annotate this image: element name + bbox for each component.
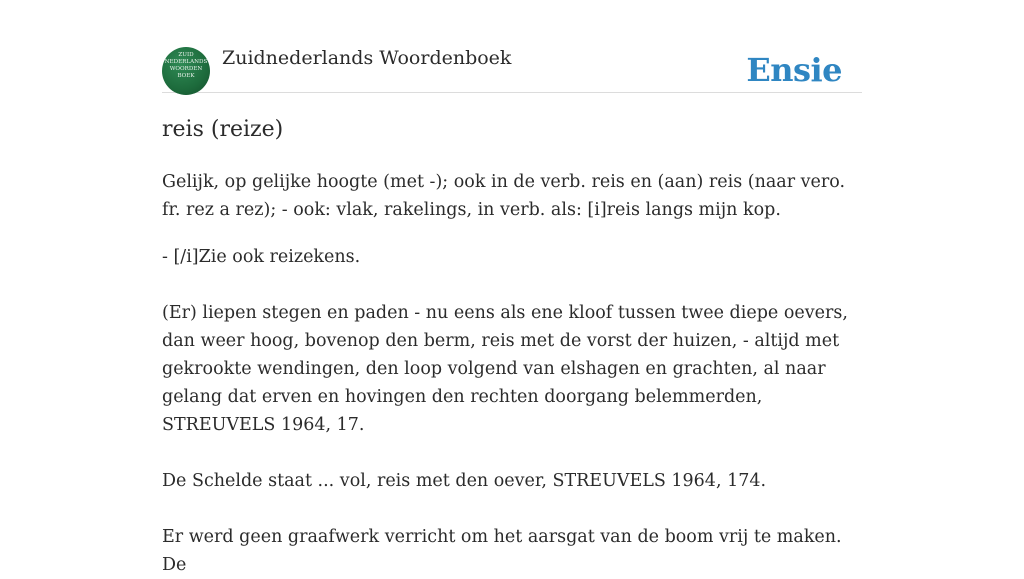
entry-see-also: - [/i]Zie ook reizekens.: [162, 247, 361, 267]
entry-title: reis (reize): [162, 117, 284, 142]
site-logo[interactable]: [162, 47, 210, 95]
entry-quote: Er werd geen graafwerk verricht om het aarsgat van de boom vrij te maken. De: [162, 527, 842, 575]
logo-text-line-1: ZUID: [178, 52, 194, 58]
ensie-brand-link[interactable]: Ensie: [746, 51, 842, 89]
entry-quote: (Er) liepen stegen en paden - nu eens als ene kloof tussen twee diepe oevers, dan weer hoog, bovenop den berm, reis met de vorst der huizen, - altijd met gekrookte wendingen, den loop volgend van elshagen en grachten, al naar gelang dat erven en hovingen den rechten doorgang belemmerden, STREUVELS 1964, 17.: [162, 303, 848, 435]
logo-text-line-3: WOORDEN: [169, 66, 203, 72]
entry-card: [162, 0, 862, 575]
site-header: [162, 0, 862, 93]
entry-body: [162, 168, 862, 579]
logo-text-line-4: BOEK: [177, 73, 195, 79]
entry-definition: Gelijk, op gelijke hoogte (met -); ook in de verb. reis en (aan) reis (naar vero. fr. rez a rez); - ook: vlak, rakelings, in verb. als: [i]reis langs mijn kop.: [162, 172, 846, 220]
dictionary-logo-icon: [162, 47, 210, 95]
site-name-link[interactable]: Zuidnederlands Woordenboek: [222, 47, 512, 69]
logo-text-line-2: NEDERLANDS: [164, 59, 208, 65]
entry-quote: De Schelde staat ... vol, reis met den oever, STREUVELS 1964, 174.: [162, 471, 767, 491]
